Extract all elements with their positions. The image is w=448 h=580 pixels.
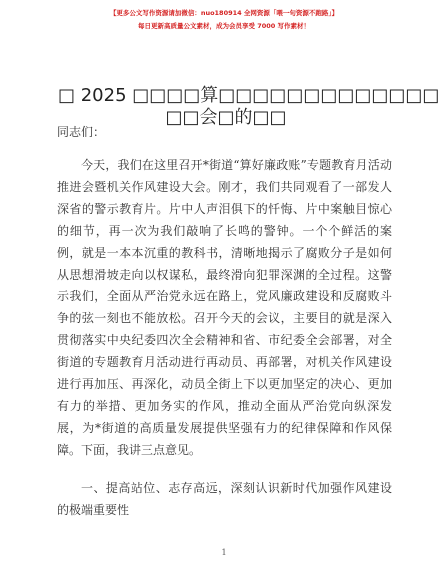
document-title-line-2: □□会□的□□ (165, 107, 287, 128)
promo-banner-line-2: 每日更新高质量公文素材，成为会员享受 7000 写作素材！ (137, 22, 311, 30)
page-number: 1 (221, 548, 227, 557)
body-paragraph-opening: 今天，我们在这里召开*街道“算好廉政账”专题教育月活动推进会暨机关作风建设大会。刚才，我们共同观看了一部发人深省的警示教育片。片中人声泪俱下的忏悔、片中案触目惊心的细节，再一次为我们敲响了长鸣的警钟。一个个鲜活的案例，就是一本本沉重的教科书，清晰地揭示了腐败分子是如何从思想滑坡走向以权谋私，最终滑向犯罪深渊的全过程。这警示我们，全面从严治党永远在路上，党风廉政建设和反腐败斗争的弦一刻也不能放松。召开今天的会议，主要目的就是深入贯彻落实中央纪委四次全会精神和省、市纪委全会部署，对全街道的专题教育月活动进行再动员、再部署，对机关作风建设进行再加压、再深化，动员全街上下以更加坚定的决心、更加有力的举措、更加务实的作风，推动全面从严治党向纵深发展，为*街道的高质量发展提供坚强有力的纪律保障和作风保障。下面，我讲三点意见。 (57, 158, 392, 457)
document-title-line-1: □ 2025 □□□□算□□□□□□□□□□□□□ (58, 85, 440, 106)
section-heading-one: 一、提高站位、志存高远，深刻认识新时代加强作风建设的极端重要性 (57, 481, 392, 517)
promo-banner-line-1: 【更多公文写作资源请加微信：nuo180914 全网资源「喂一句资源不跑路」】 (109, 9, 339, 17)
salutation: 同志们： (57, 125, 106, 139)
